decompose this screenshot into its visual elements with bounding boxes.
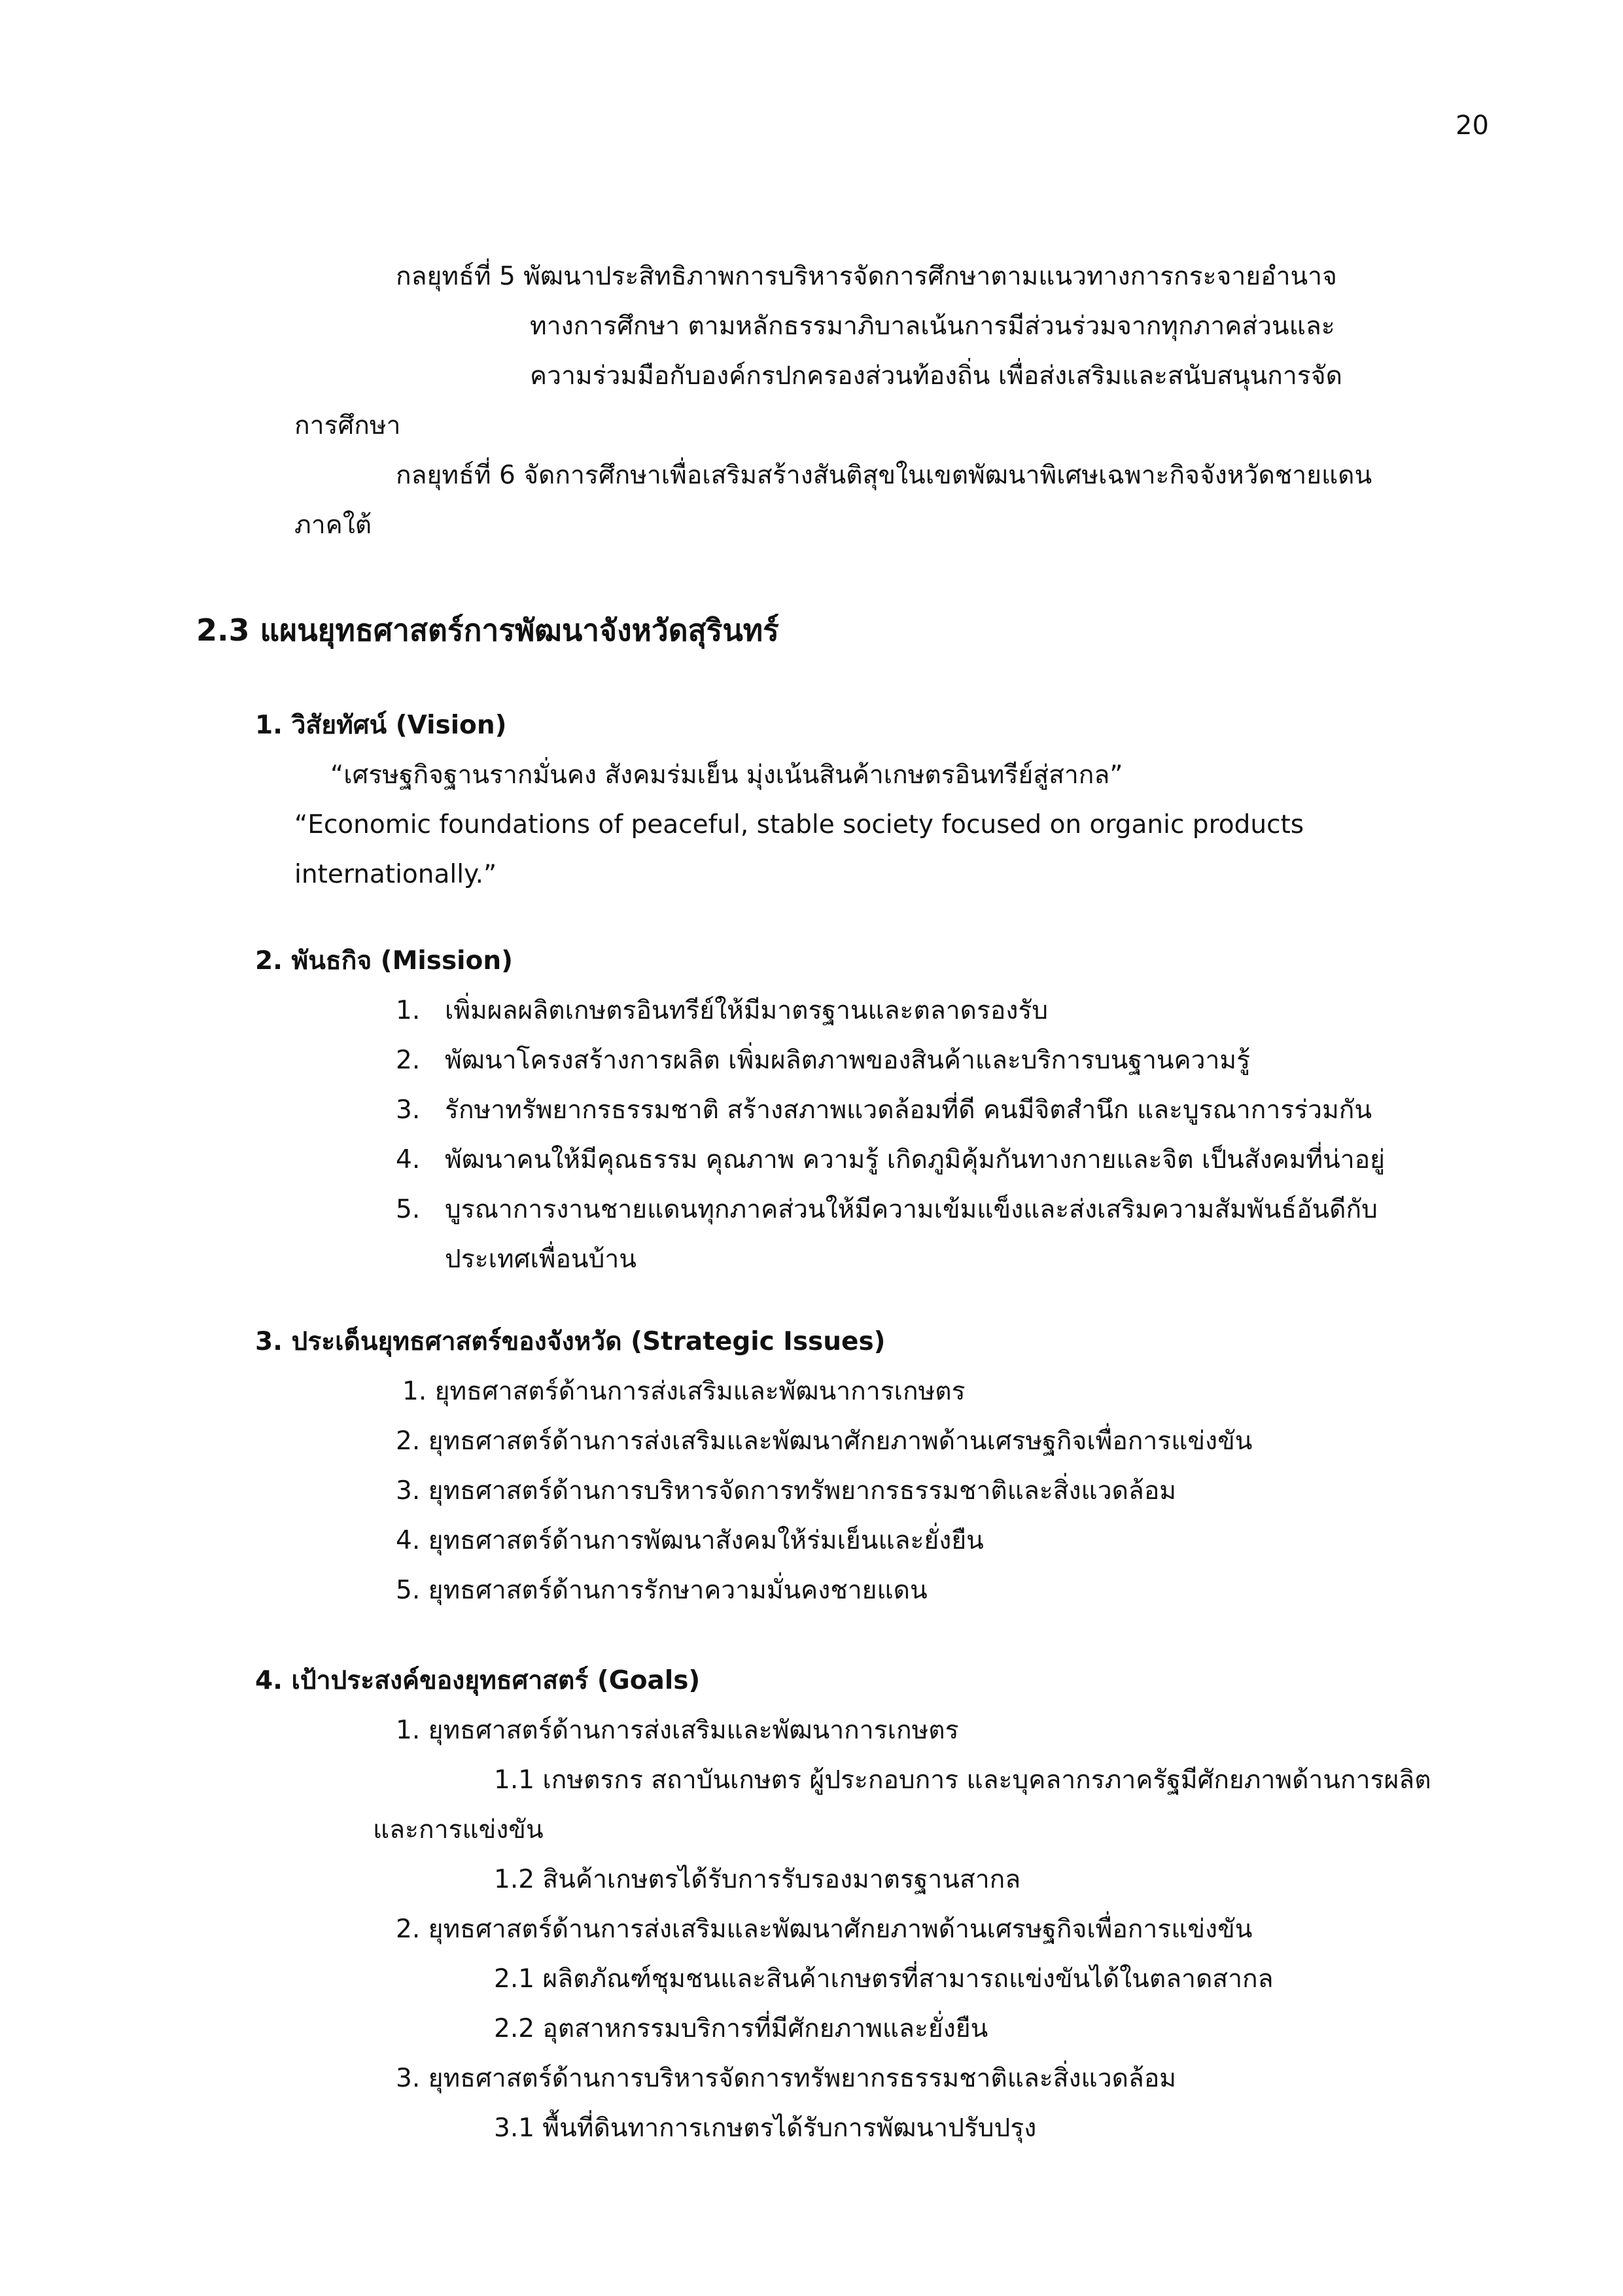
mission-item-number: 1. — [396, 996, 421, 1025]
issue-item: 2. ยุทธศาสตร์ด้านการส่งเสริมและพัฒนาศักยภาพด้านเศรษฐกิจเพื่อการแข่งขัน — [396, 1426, 1253, 1456]
mission-item-text: พัฒนาคนให้มีคุณธรรม คุณภาพ ความรู้ เกิดภูมิคุ้มกันทางกายและจิต เป็นสังคมที่น่าอยู่ — [445, 1145, 1385, 1174]
goal-3-1: 3.1 พื้นที่ดินทาการเกษตรได้รับการพัฒนาปรับปรุง — [494, 2113, 1037, 2143]
issue-item: 4. ยุทธศาสตร์ด้านการพัฒนาสังคมให้ร่มเย็นและยั่งยืน — [396, 1526, 984, 1555]
vision-english-line-2: internationally.” — [294, 860, 497, 889]
mission-item-number: 2. — [396, 1046, 421, 1075]
section-title: 2.3 แผนยุทธศาสตร์การพัฒนาจังหวัดสุรินทร์ — [196, 612, 779, 648]
mission-item-text: เพิ่มผลผลิตเกษตรอินทรีย์ให้มีมาตรฐานและตลาดรองรับ — [445, 996, 1049, 1025]
mission-item-number: 5. — [396, 1195, 421, 1224]
goal-1-1-line-2: และการแข่งขัน — [373, 1815, 544, 1845]
goal-2-2: 2.2 อุตสาหกรรมบริการที่มีศักยภาพและยั่งยืน — [494, 2014, 988, 2043]
issues-heading: 3. ประเด็นยุทธศาสตร์ของจังหวัด (Strategic Issues) — [255, 1327, 886, 1356]
mission-item-number: 3. — [396, 1095, 421, 1125]
mission-item-text: รักษาทรัพยากรธรรมชาติ สร้างสภาพแวดล้อมที่ดี คนมีจิตสำนึก และบูรณาการร่วมกัน — [445, 1095, 1372, 1125]
mission-item-text: พัฒนาโครงสร้างการผลิต เพิ่มผลิตภาพของสินค้าและบริการบนฐานความรู้ — [445, 1046, 1251, 1075]
goal-1-2: 1.2 สินค้าเกษตรได้รับการรับรองมาตรฐานสากล — [494, 1865, 1021, 1894]
goals-heading: 4. เป้าประสงค์ของยุทธศาสตร์ (Goals) — [255, 1666, 701, 1695]
strategy-6-line-2: ภาคใต้ — [294, 510, 372, 540]
strategy-5-line-3: ความร่วมมือกับองค์กรปกครองส่วนท้องถิ่น เพื่อส่งเสริมและสนับสนุนการจัด — [530, 361, 1342, 391]
mission-heading: 2. พันธกิจ (Mission) — [255, 946, 513, 976]
mission-item-number: 4. — [396, 1145, 421, 1174]
strategy-5-line-1: กลยุทธ์ที่ 5 พัฒนาประสิทธิภาพการบริหารจัดการศึกษาตามแนวทางการกระจายอำนาจ — [396, 262, 1337, 291]
goal-2-1: 2.1 ผลิตภัณฑ์ชุมชนและสินค้าเกษตรที่สามารถแข่งขันได้ในตลาดสากล — [494, 1964, 1274, 1994]
vision-heading: 1. วิสัยทัศน์ (Vision) — [255, 711, 507, 740]
issue-item: 5. ยุทธศาสตร์ด้านการรักษาความมั่นคงชายแดน — [396, 1576, 928, 1605]
mission-item-text: บูรณาการงานชายแดนทุกภาคส่วนให้มีความเข้มแข็งและส่งเสริมความสัมพันธ์อันดีกับ — [445, 1195, 1378, 1224]
goal-3: 3. ยุทธศาสตร์ด้านการบริหารจัดการทรัพยากรธรรมชาติและสิ่งแวดล้อม — [396, 2064, 1176, 2093]
issue-item: 3. ยุทธศาสตร์ด้านการบริหารจัดการทรัพยากรธรรมชาติและสิ่งแวดล้อม — [396, 1476, 1176, 1506]
page-number: 20 — [1456, 111, 1489, 141]
vision-thai: “เศรษฐกิจฐานรากมั่นคง สังคมร่มเย็น มุ่งเน้นสินค้าเกษตรอินทรีย์สู่สากล” — [330, 760, 1123, 790]
goal-1-1-line-1: 1.1 เกษตรกร สถาบันเกษตร ผู้ประกอบการ และบุคลากรภาครัฐมีศักยภาพด้านการผลิต — [494, 1765, 1431, 1795]
goal-1: 1. ยุทธศาสตร์ด้านการส่งเสริมและพัฒนาการเกษตร — [396, 1716, 959, 1745]
strategy-5-line-4: การศึกษา — [294, 411, 401, 440]
issue-item: 1. ยุทธศาสตร์ด้านการส่งเสริมและพัฒนาการเกษตร — [402, 1377, 966, 1406]
vision-english-line-1: “Economic foundations of peaceful, stable society focused on organic products — [294, 810, 1304, 839]
mission-item-5-continuation: ประเทศเพื่อนบ้าน — [445, 1245, 637, 1274]
strategy-5-line-2: ทางการศึกษา ตามหลักธรรมาภิบาลเน้นการมีส่วนร่วมจากทุกภาคส่วนและ — [530, 311, 1335, 341]
goal-2: 2. ยุทธศาสตร์ด้านการส่งเสริมและพัฒนาศักยภาพด้านเศรษฐกิจเพื่อการแข่งขัน — [396, 1915, 1253, 1944]
strategy-6-line-1: กลยุทธ์ที่ 6 จัดการศึกษาเพื่อเสริมสร้างสันติสุขในเขตพัฒนาพิเศษเฉพาะกิจจังหวัดชายแดน — [396, 461, 1372, 490]
